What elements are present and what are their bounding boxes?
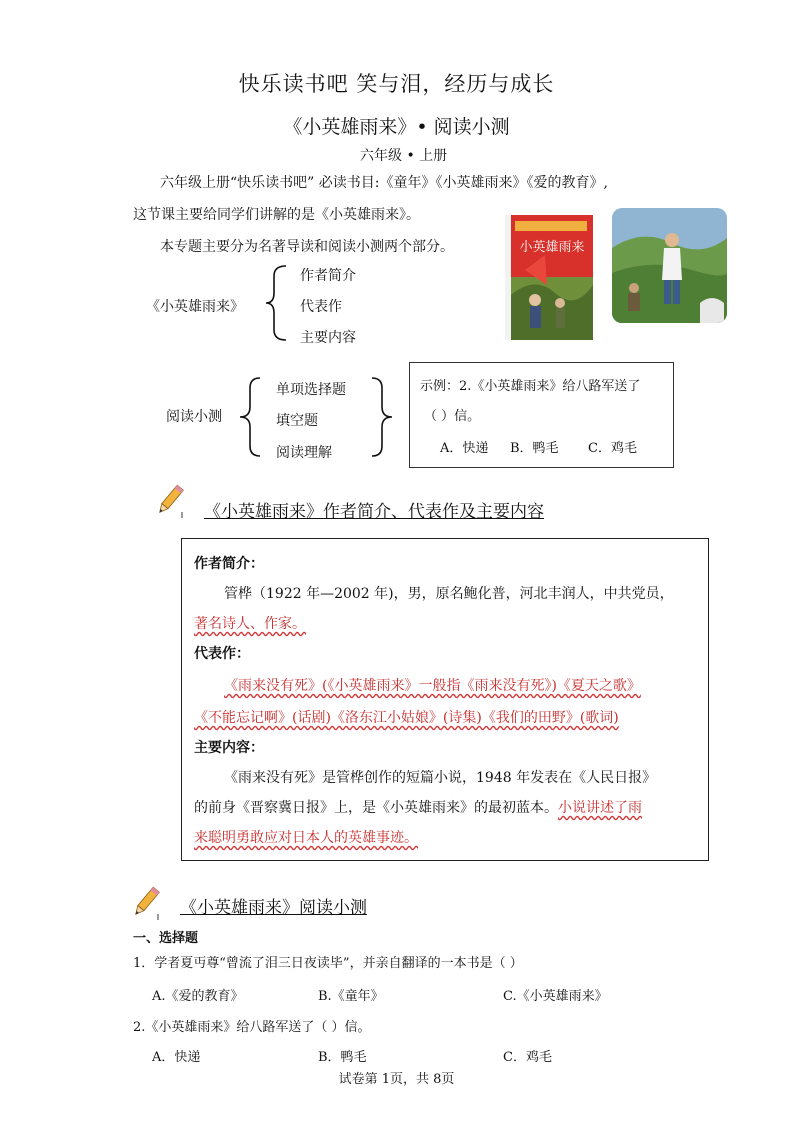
outline1-item-author: 作者简介 bbox=[300, 268, 356, 284]
question-2-option-b: B．鸭毛 bbox=[318, 1050, 367, 1065]
outline2-right-brace bbox=[368, 374, 396, 460]
author-text: 管桦（1922 年—2002 年)，男，原名鲍化普，河北丰润人，中共党员， bbox=[224, 586, 674, 602]
question-1-stem: 1．学者夏丏尊“曾流了泪三日夜读毕”，并亲自翻译的一本书是（ ） bbox=[133, 956, 523, 971]
main-content-line-3: 来聪明勇敢应对日本人的英雄事迹。 bbox=[194, 830, 418, 846]
main-content-line-2-highlight: 小说讲述了雨 bbox=[558, 800, 642, 816]
outline1-item-content: 主要内容 bbox=[300, 330, 356, 346]
outline2-item-reading: 阅读理解 bbox=[276, 445, 332, 461]
part1-title: 一、选择题 bbox=[133, 931, 199, 946]
works-heading: 代表作： bbox=[194, 646, 250, 662]
outline2-label: 阅读小测 bbox=[166, 409, 222, 425]
question-1-option-c: C.《小英雄雨来》 bbox=[503, 989, 608, 1004]
page-title: 快乐读书吧 笑与泪，经历与成长 bbox=[238, 72, 555, 96]
intro-line-2: 这节课主要给同学们讲解的是《小英雄雨来》。 bbox=[133, 207, 420, 223]
question-2-stem: 2.《小英雄雨来》给八路军送了（ ）信。 bbox=[133, 1020, 371, 1035]
book-cover-title: 小英雄雨来 bbox=[519, 240, 585, 255]
outline1-label: 《小英雄雨来》 bbox=[146, 299, 244, 315]
question-2-option-c: C．鸡毛 bbox=[503, 1050, 552, 1065]
example-option-b: B．鸭毛 bbox=[510, 441, 559, 456]
question-1-option-b: B.《童年》 bbox=[318, 989, 384, 1004]
section1-title: 《小英雄雨来》作者简介、代表作及主要内容 bbox=[204, 502, 544, 522]
outline2-item-fill: 填空题 bbox=[276, 413, 318, 429]
pencil-icon bbox=[152, 482, 188, 518]
content-box bbox=[181, 538, 709, 861]
main-content-heading: 主要内容： bbox=[194, 740, 264, 756]
intro-line-1: 六年级上册“快乐读书吧” 必读书目:《童年》《小英雄雨来》《爱的教育》, bbox=[160, 175, 608, 191]
pencil-icon bbox=[128, 884, 164, 920]
question-1-option-a: A.《爱的教育》 bbox=[152, 989, 244, 1004]
main-content-line-2 bbox=[194, 793, 642, 823]
example-box bbox=[409, 362, 674, 468]
main-content-line-2-plain: 的前身《晋察冀日报》上，是《小英雄雨来》的最初蓝本。 bbox=[194, 800, 558, 816]
works-line-2: 《不能忘记啊》(话剧)《洛东江小姑娘》(诗集)《我们的田野》(歌词) bbox=[194, 710, 619, 726]
main-content-line-1: 《雨来没有死》是管桦创作的短篇小说，1948 年发表在《人民日报》 bbox=[224, 770, 657, 786]
book-cover-image bbox=[505, 215, 593, 340]
page-footer: 试卷第 1页，共 8页 bbox=[338, 1072, 455, 1087]
outline2-item-choice: 单项选择题 bbox=[276, 382, 346, 398]
outline2-left-brace bbox=[236, 374, 264, 460]
example-option-a: A．快递 bbox=[440, 441, 489, 456]
example-option-c: C．鸡毛 bbox=[588, 441, 637, 456]
page-subtitle: 《小英雄雨来》• 阅读小测 bbox=[283, 116, 510, 138]
example-line-1: 示例：2.《小英雄雨来》给八路军送了 bbox=[420, 379, 641, 394]
question-2-option-a: A．快递 bbox=[152, 1050, 201, 1065]
works-line-1: 《雨来没有死》(《小英雄雨来》一般指《雨来没有死》)《夏天之歌》 bbox=[224, 678, 641, 694]
section2-title: 《小英雄雨来》阅读小测 bbox=[180, 898, 367, 918]
intro-line-3: 本专题主要分为名著导读和阅读小测两个部分。 bbox=[160, 239, 454, 255]
illustration-image bbox=[612, 208, 727, 323]
author-heading: 作者简介： bbox=[194, 556, 264, 572]
outline1-item-works: 代表作 bbox=[300, 299, 342, 315]
grade-label: 六年级 • 上册 bbox=[360, 148, 448, 164]
example-line-2: （ ）信。 bbox=[424, 409, 481, 424]
author-highlight: 著名诗人、作家。 bbox=[194, 616, 306, 632]
outline1-brace bbox=[262, 262, 290, 344]
